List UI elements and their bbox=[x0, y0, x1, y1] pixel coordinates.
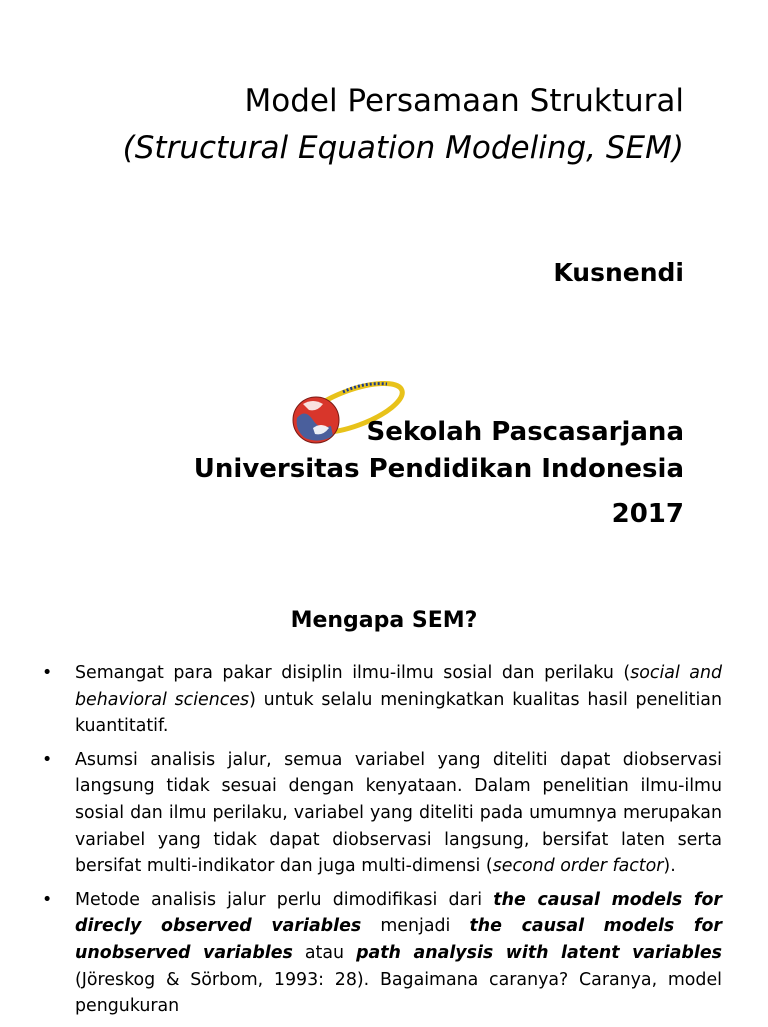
bullet-text-segment: social and behavioral sciences bbox=[75, 663, 723, 710]
bullet-text-segment: ). bbox=[663, 856, 676, 877]
bullet-item bbox=[42, 747, 722, 880]
bullet-text-segment: atau bbox=[292, 942, 357, 963]
bullet-text-segment: Semangat para pakar disiplin ilmu-ilmu sosial dan perilaku ( bbox=[75, 663, 631, 683]
content-slide bbox=[0, 580, 768, 1024]
slide-title: Mengapa SEM? bbox=[290, 608, 478, 633]
institution-line-1: Sekolah Pascasarjana bbox=[366, 417, 684, 447]
bullet-item bbox=[42, 887, 722, 1020]
bullet-dot: • bbox=[42, 663, 53, 683]
year: 2017 bbox=[611, 499, 684, 529]
bullet-text-segment: ) untuk selalu meningkatkan kualitas hasil penelitian kuantitatif. bbox=[75, 689, 722, 737]
bullet-dot: • bbox=[42, 889, 53, 910]
bullet-text-segment: Metode analisis jalur perlu dimodifikasi dari bbox=[75, 889, 494, 910]
author-name: Kusnendi bbox=[553, 258, 684, 287]
bullet-text-segment: second order factor bbox=[492, 856, 664, 877]
bullet-dot: • bbox=[42, 749, 53, 770]
bullet-text-segment: Asumsi analisis jalur, semua variabel yang diteliti dapat diobservasi langsung tidak sesuai dengan kenyataan. Dalam penelitian ilmu-ilmu sosial dan ilmu perilaku, variabel yang diteliti pada umumnya merupakan variabel yang tidak dapat diobservasi langsung, bersifat laten serta bersifat multi-indikator dan juga multi-dimensi ( bbox=[75, 749, 722, 877]
title-line-2: (Structural Equation Modeling, SEM) bbox=[122, 130, 684, 166]
title-line-1: Model Persamaan Struktural bbox=[244, 83, 684, 119]
bullet-text-segment: (Jöreskog & Sörbom, 1993: 28). Bagaimana caranya? Caranya, model pengukuran bbox=[75, 969, 722, 1017]
bullet-text-segment: the causal models for unobserved variables bbox=[75, 916, 722, 963]
bullet-list bbox=[42, 660, 722, 1027]
bullet-text-segment: menjadi bbox=[361, 916, 470, 937]
bullet-text-segment: the causal models for direcly observed variables bbox=[75, 889, 722, 937]
institution-line-2: Universitas Pendidikan Indonesia bbox=[193, 454, 684, 484]
bullet-text-segment: path analysis with latent variables bbox=[356, 942, 722, 963]
bullet-item bbox=[42, 660, 722, 740]
